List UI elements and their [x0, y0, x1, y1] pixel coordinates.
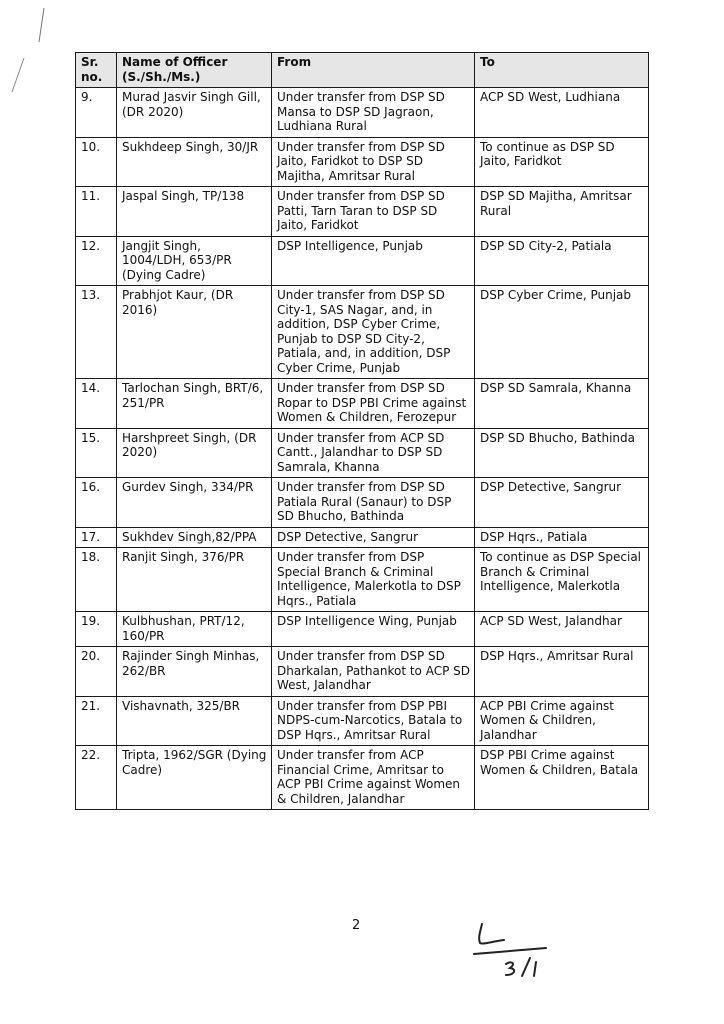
cell-from: Under transfer from DSP SD City-1, SAS Nagar, and, in addition, DSP Cyber Crime, Punjab to DSP SD City-2, Patiala, and, in addition, DSP Cyber Crime, Punjab — [272, 286, 475, 379]
table-row — [76, 286, 649, 379]
table-row — [76, 428, 649, 478]
cell-officer: Kulbhushan, PRT/12, 160/PR — [117, 612, 272, 647]
cell-from: Under transfer from ACP Financial Crime, Amritsar to ACP PBI Crime against Women & Children, Jalandhar — [272, 746, 475, 810]
table-row — [76, 696, 649, 746]
cell-sr: 17. — [76, 527, 117, 548]
cell-to: DSP SD City-2, Patiala — [475, 236, 649, 286]
cell-to: DSP Cyber Crime, Punjab — [475, 286, 649, 379]
cell-officer: Sukhdeep Singh, 30/JR — [117, 137, 272, 187]
table-row — [76, 746, 649, 810]
cell-from: DSP Intelligence, Punjab — [272, 236, 475, 286]
cell-from: DSP Detective, Sangrur — [272, 527, 475, 548]
cell-sr: 19. — [76, 612, 117, 647]
cell-to: To continue as DSP Special Branch & Criminal Intelligence, Malerkotla — [475, 548, 649, 612]
header-from: From — [272, 53, 475, 88]
cell-from: Under transfer from DSP SD Ropar to DSP PBI Crime against Women & Children, Ferozepur — [272, 379, 475, 429]
cell-sr: 15. — [76, 428, 117, 478]
cell-to: DSP SD Bhucho, Bathinda — [475, 428, 649, 478]
handwritten-signature — [470, 918, 560, 988]
cell-officer: Ranjit Singh, 376/PR — [117, 548, 272, 612]
cell-sr: 13. — [76, 286, 117, 379]
cell-to: ACP SD West, Jalandhar — [475, 612, 649, 647]
cell-sr: 21. — [76, 696, 117, 746]
cell-officer: Jangjit Singh, 1004/LDH, 653/PR (Dying Cadre) — [117, 236, 272, 286]
header-sr-no: Sr. no. — [76, 53, 117, 88]
cell-from: DSP Intelligence Wing, Punjab — [272, 612, 475, 647]
cell-officer: Murad Jasvir Singh Gill, (DR 2020) — [117, 88, 272, 138]
cell-to: DSP Hqrs., Patiala — [475, 527, 649, 548]
cell-sr: 16. — [76, 478, 117, 528]
cell-officer: Prabhjot Kaur, (DR 2016) — [117, 286, 272, 379]
table-row — [76, 236, 649, 286]
cell-from: Under transfer from DSP PBI NDPS-cum-Narcotics, Batala to DSP Hqrs., Amritsar Rural — [272, 696, 475, 746]
table-header-row — [76, 53, 649, 88]
cell-sr: 18. — [76, 548, 117, 612]
cell-to: To continue as DSP SD Jaito, Faridkot — [475, 137, 649, 187]
cell-officer: Rajinder Singh Minhas, 262/BR — [117, 647, 272, 697]
cell-from: Under transfer from ACP SD Cantt., Jalandhar to DSP SD Samrala, Khanna — [272, 428, 475, 478]
cell-from: Under transfer from DSP SD Mansa to DSP SD Jagraon, Ludhiana Rural — [272, 88, 475, 138]
cell-to: ACP PBI Crime against Women & Children, Jalandhar — [475, 696, 649, 746]
cell-from: Under transfer from DSP SD Dharkalan, Pathankot to ACP SD West, Jalandhar — [272, 647, 475, 697]
cell-sr: 14. — [76, 379, 117, 429]
header-officer-name: Name of Officer (S./Sh./Ms.) — [117, 53, 272, 88]
cell-from: Under transfer from DSP SD Patiala Rural (Sanaur) to DSP SD Bhucho, Bathinda — [272, 478, 475, 528]
header-to: To — [475, 53, 649, 88]
cell-officer: Harshpreet Singh, (DR 2020) — [117, 428, 272, 478]
margin-pen-mark — [0, 0, 60, 100]
cell-to: DSP SD Majitha, Amritsar Rural — [475, 187, 649, 237]
cell-from: Under transfer from DSP SD Jaito, Faridkot to DSP SD Majitha, Amritsar Rural — [272, 137, 475, 187]
table-row — [76, 612, 649, 647]
cell-officer: Gurdev Singh, 334/PR — [117, 478, 272, 528]
cell-officer: Jaspal Singh, TP/138 — [117, 187, 272, 237]
cell-from: Under transfer from DSP SD Patti, Tarn Taran to DSP SD Jaito, Faridkot — [272, 187, 475, 237]
cell-from: Under transfer from DSP Special Branch & Criminal Intelligence, Malerkotla to DSP Hqrs., Patiala — [272, 548, 475, 612]
table-row — [76, 548, 649, 612]
cell-officer: Tarlochan Singh, BRT/6, 251/PR — [117, 379, 272, 429]
cell-officer: Sukhdev Singh,82/PPA — [117, 527, 272, 548]
table-row — [76, 527, 649, 548]
cell-to: DSP Detective, Sangrur — [475, 478, 649, 528]
table-row — [76, 88, 649, 138]
table-row — [76, 478, 649, 528]
table-row — [76, 137, 649, 187]
cell-sr: 22. — [76, 746, 117, 810]
cell-officer: Vishavnath, 325/BR — [117, 696, 272, 746]
cell-to: ACP SD West, Ludhiana — [475, 88, 649, 138]
cell-to: DSP Hqrs., Amritsar Rural — [475, 647, 649, 697]
cell-to: DSP PBI Crime against Women & Children, Batala — [475, 746, 649, 810]
table-row — [76, 187, 649, 237]
cell-to: DSP SD Samrala, Khanna — [475, 379, 649, 429]
cell-sr: 9. — [76, 88, 117, 138]
table-row — [76, 647, 649, 697]
cell-sr: 12. — [76, 236, 117, 286]
cell-officer: Tripta, 1962/SGR (Dying Cadre) — [117, 746, 272, 810]
cell-sr: 20. — [76, 647, 117, 697]
cell-sr: 11. — [76, 187, 117, 237]
table-row — [76, 379, 649, 429]
transfer-table — [75, 52, 649, 810]
page-number: 2 — [352, 918, 361, 933]
cell-sr: 10. — [76, 137, 117, 187]
